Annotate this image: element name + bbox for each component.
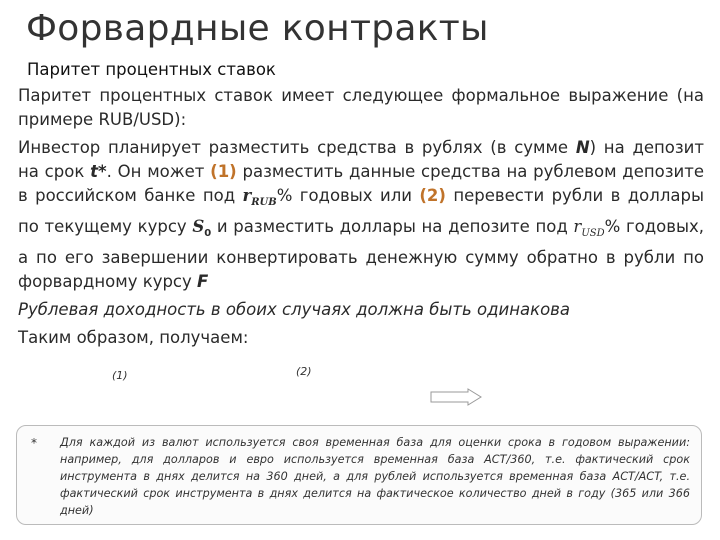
double-arrow-icon <box>430 388 482 406</box>
slide-subtitle: Паритет процентных ставок <box>27 60 276 79</box>
text-run: и разместить доллары на депозите под <box>211 217 574 236</box>
var-f: F <box>197 272 209 291</box>
text-run: % годовых или <box>276 186 420 205</box>
paragraph-investor <box>16 136 704 294</box>
formula-label-2: (2) <box>296 365 312 378</box>
text-run: перевести рубли в доллары по текущему курсу <box>18 186 704 236</box>
paragraph-intro: Паритет процентных ставок имеет следующее формальное выражение (на примере RUB/USD): <box>18 86 704 129</box>
footnote-star: * <box>31 436 37 450</box>
footnote-text: Для каждой из валют используется своя временная база для оценки срока в годовом выражении: например, для долларов и евро используется временная база ACT/360, т.е. фактический срок инструмента в днях делится на 360 дней, а для рублей используется временная база ACT/ACT, т.е. фактический срок инструмента в днях делится на фактическое количество дней в году (365 или 366 дней) <box>60 436 690 517</box>
text-run: разместить данные средства на рублевом депозите в российском банке под <box>18 162 705 205</box>
text-run: ) на депозит на срок <box>18 138 704 181</box>
sub-zero: 0 <box>204 228 212 239</box>
sub-rub: RUB <box>251 197 277 208</box>
text-run: . Он может <box>106 162 211 181</box>
var-s: S <box>192 217 205 236</box>
var-t: t* <box>90 162 107 181</box>
var-n: N <box>575 138 590 157</box>
text-run: % годовых, а по его завершении конвертировать денежную сумму обратно в рубли по форвардному курсу <box>18 217 704 291</box>
var-r-usd: r <box>573 217 582 236</box>
var-r-rub: r <box>242 186 252 205</box>
sub-usd: USD <box>581 228 605 239</box>
formula-label-1: (1) <box>112 369 128 382</box>
slide-body <box>16 84 704 354</box>
option-2-marker: (2) <box>419 186 446 205</box>
paragraph-thus: Таким образом, получаем: <box>18 328 249 347</box>
option-1-marker: (1) <box>210 162 237 181</box>
footnote-box <box>16 425 702 525</box>
paragraph-equal-yield: Рублевая доходность в обоих случаях должна быть одинакова <box>18 300 571 319</box>
text-run: Инвестор планирует разместить средства в рублях (в сумме <box>18 138 576 157</box>
slide-title: Форвардные контракты <box>26 8 489 49</box>
